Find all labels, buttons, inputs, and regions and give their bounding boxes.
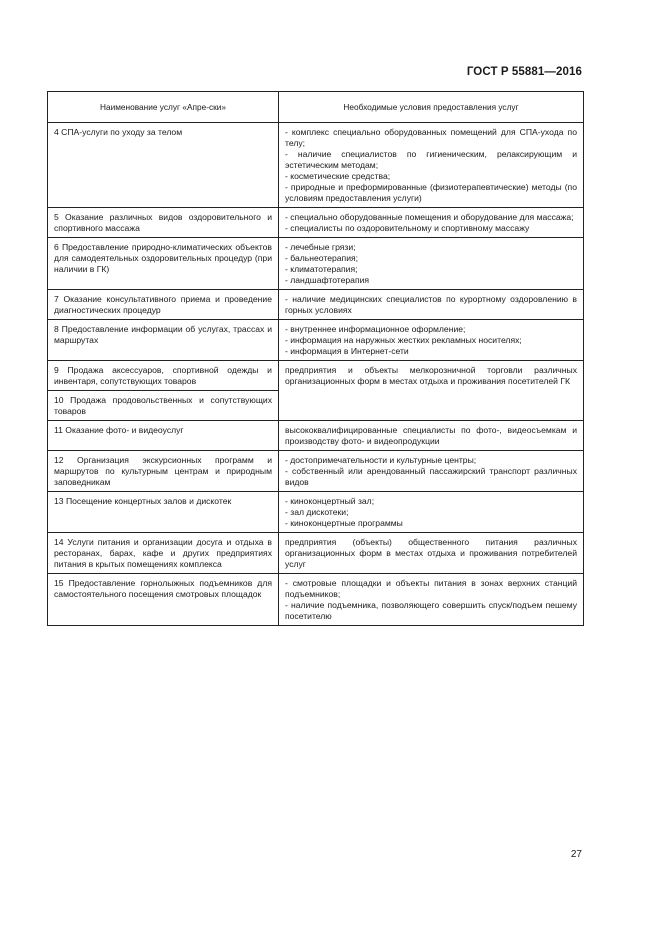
condition-line: - комплекс специально оборудованных помещений для СПА-ухода по телу;	[285, 127, 577, 148]
condition-line: - наличие специалистов по гигиеническим, релаксирующим и эстетическим методам;	[285, 149, 577, 170]
condition-line: - наличие медицинских специалистов по курортному оздоровлению в горных условиях	[285, 294, 577, 315]
table-row	[48, 208, 584, 238]
condition-line: предприятия и объекты мелкорозничной торговли различных организационных форм в местах отдыха и проживания посетителей ГК	[285, 365, 577, 386]
table-row	[48, 123, 584, 208]
conditions-cell	[279, 361, 584, 421]
table-row	[48, 238, 584, 290]
conditions-cell	[279, 451, 584, 492]
condition-line: - специально оборудованные помещения и оборудование для массажа;	[285, 212, 574, 222]
service-cell: 13 Посещение концертных залов и дискотек	[48, 492, 279, 533]
standard-designation: ГОСТ Р 55881—2016	[466, 66, 582, 78]
conditions-cell	[279, 290, 584, 320]
condition-line: - косметические средства;	[285, 171, 391, 181]
conditions-cell	[279, 492, 584, 533]
condition-line: - смотровые площадки и объекты питания в зонах верхних станций подъемников;	[285, 578, 577, 599]
table-row	[48, 320, 584, 361]
page-number: 27	[570, 849, 582, 860]
conditions-cell	[279, 123, 584, 208]
condition-line: - климатотерапия;	[285, 264, 358, 274]
condition-line: - киноконцертные программы	[285, 518, 403, 528]
table-row	[48, 492, 584, 533]
condition-line: - наличие подъемника, позволяющего совершить спуск/подъем пешему посетителю	[285, 600, 577, 621]
service-cell: 12 Организация экскурсионных программ и маршрутов по культурным центрам и природным заповедникам	[48, 451, 279, 492]
condition-line: - киноконцертный зал;	[285, 496, 375, 506]
service-cell: 10 Продажа продовольственных и сопутствующих товаров	[48, 391, 279, 421]
condition-line: - зал дискотеки;	[285, 507, 349, 517]
condition-line: - специалисты по оздоровительному и спортивному массажу	[285, 223, 530, 233]
conditions-cell	[279, 238, 584, 290]
service-cell: 15 Предоставление горнолыжных подъемников для самостоятельного посещения смотровых площадок	[48, 574, 279, 626]
condition-line: - ландшафтотерапия	[285, 275, 370, 285]
service-cell: 7 Оказание консультативного приема и проведение диагностических процедур	[48, 290, 279, 320]
condition-line: - бальнеотерапия;	[285, 253, 359, 263]
service-cell: 6 Предоставление природно-климатических объектов для самодеятельных оздоровительных процедур (при наличии в ГК)	[48, 238, 279, 290]
table-row	[48, 290, 584, 320]
condition-line: - собственный или арендованный пассажирский транспорт различных видов	[285, 466, 577, 487]
condition-line: - информация на наружных жестких рекламных носителях;	[285, 335, 522, 345]
service-cell: 8 Предоставление информации об услугах, трассах и маршрутах	[48, 320, 279, 361]
service-cell: 9 Продажа аксессуаров, спортивной одежды и инвентаря, сопутствующих товаров	[48, 361, 279, 391]
service-cell: 5 Оказание различных видов оздоровительного и спортивного массажа	[48, 208, 279, 238]
column-header-conditions: Необходимые условия предоставления услуг	[279, 92, 584, 123]
condition-line: - внутреннее информационное оформление;	[285, 324, 466, 334]
conditions-cell	[279, 533, 584, 574]
service-cell: 4 СПА-услуги по уходу за телом	[48, 123, 279, 208]
column-header-service: Наименование услуг «Апре-ски»	[48, 92, 279, 123]
condition-line: - достопримечательности и культурные центры;	[285, 455, 477, 465]
condition-line: высококвалифицированные специалисты по фото-, видеосъемкам и производству фото- и видеопродукции	[285, 425, 577, 446]
condition-line: - информация в Интернет-сети	[285, 346, 409, 356]
condition-line: предприятия (объекты) общественного питания различных организационных форм в местах отдыха и проживания потребителей услуг	[285, 537, 577, 569]
service-cell: 11 Оказание фото- и видеоуслуг	[48, 421, 279, 451]
condition-line: - природные и преформированные (физиотерапевтические) методы (по условиям предоставления услуги)	[285, 182, 577, 203]
condition-line: - лечебные грязи;	[285, 242, 356, 252]
table-header-row	[48, 92, 584, 123]
table-row	[48, 361, 584, 391]
conditions-cell	[279, 208, 584, 238]
conditions-cell	[279, 421, 584, 451]
service-cell: 14 Услуги питания и организации досуга и отдыха в ресторанах, барах, кафе и других предприятиях питания в крытых помещениях комплекса	[48, 533, 279, 574]
services-table	[47, 91, 584, 626]
table-row	[48, 451, 584, 492]
table-row	[48, 421, 584, 451]
table-row	[48, 574, 584, 626]
table-row	[48, 533, 584, 574]
conditions-cell	[279, 320, 584, 361]
conditions-cell	[279, 574, 584, 626]
